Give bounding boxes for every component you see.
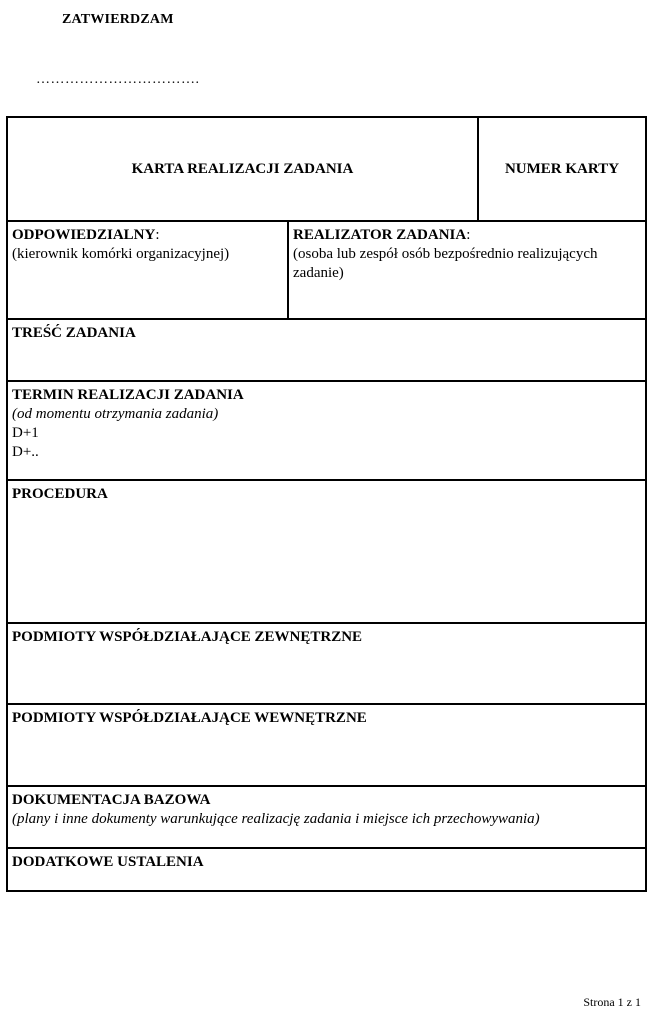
content-row [8,320,645,382]
responsible-cell [12,226,282,264]
responsible-row [8,222,645,320]
card-title: KARTA REALIZACJI ZADANIA [131,160,354,177]
content-label: TREŚĆ ZADANIA [12,325,136,341]
executor-cell [293,226,639,283]
card-number-label: NUMER KARTY [504,160,620,177]
page-number: Strona 1 z 1 [583,995,641,1009]
documentation-label: DOKUMENTACJA BAZOWA [12,792,211,808]
external-label: PODMIOTY WSPÓŁDZIAŁAJĄCE ZEWNĘTRZNE [12,629,363,645]
task-card [6,116,647,892]
executor-note: (osoba lub zespół osób bezpośrednio realizujących zadanie) [293,246,598,281]
deadline-row [8,382,645,481]
deadline-cell [12,386,639,462]
responsible-colon: : [155,227,160,243]
responsible-label: ODPOWIEDZIALNY [12,227,156,243]
documentation-note: (plany i inne dokumenty warunkujące realizację zadania i miejsce ich przechowywania) [12,811,540,827]
additional-label: DODATKOWE USTALENIA [12,854,204,870]
deadline-option-1: D+1 [12,425,39,441]
documentation-cell [12,791,639,829]
executor-label: REALIZATOR ZADANIA [293,227,467,243]
signature-placeholder: ……………………………. [36,72,200,87]
responsible-divider [287,222,289,318]
internal-label: PODMIOTY WSPÓŁDZIAŁAJĄCE WEWNĘTRZNE [12,710,367,726]
deadline-note: (od momentu otrzymania zadania) [12,406,219,422]
external-row [8,624,645,705]
documentation-row [8,787,645,849]
deadline-option-2: D+.. [12,444,39,460]
title-row [8,118,645,222]
responsible-note: (kierownik komórki organizacyjnej) [12,246,230,262]
additional-row [8,849,645,890]
executor-colon: : [466,227,471,243]
deadline-label: TERMIN REALIZACJI ZADANIA [12,387,244,403]
internal-row [8,705,645,787]
procedure-row [8,481,645,624]
procedure-label: PROCEDURA [12,486,108,502]
approve-label: ZATWIERDZAM [62,12,174,27]
